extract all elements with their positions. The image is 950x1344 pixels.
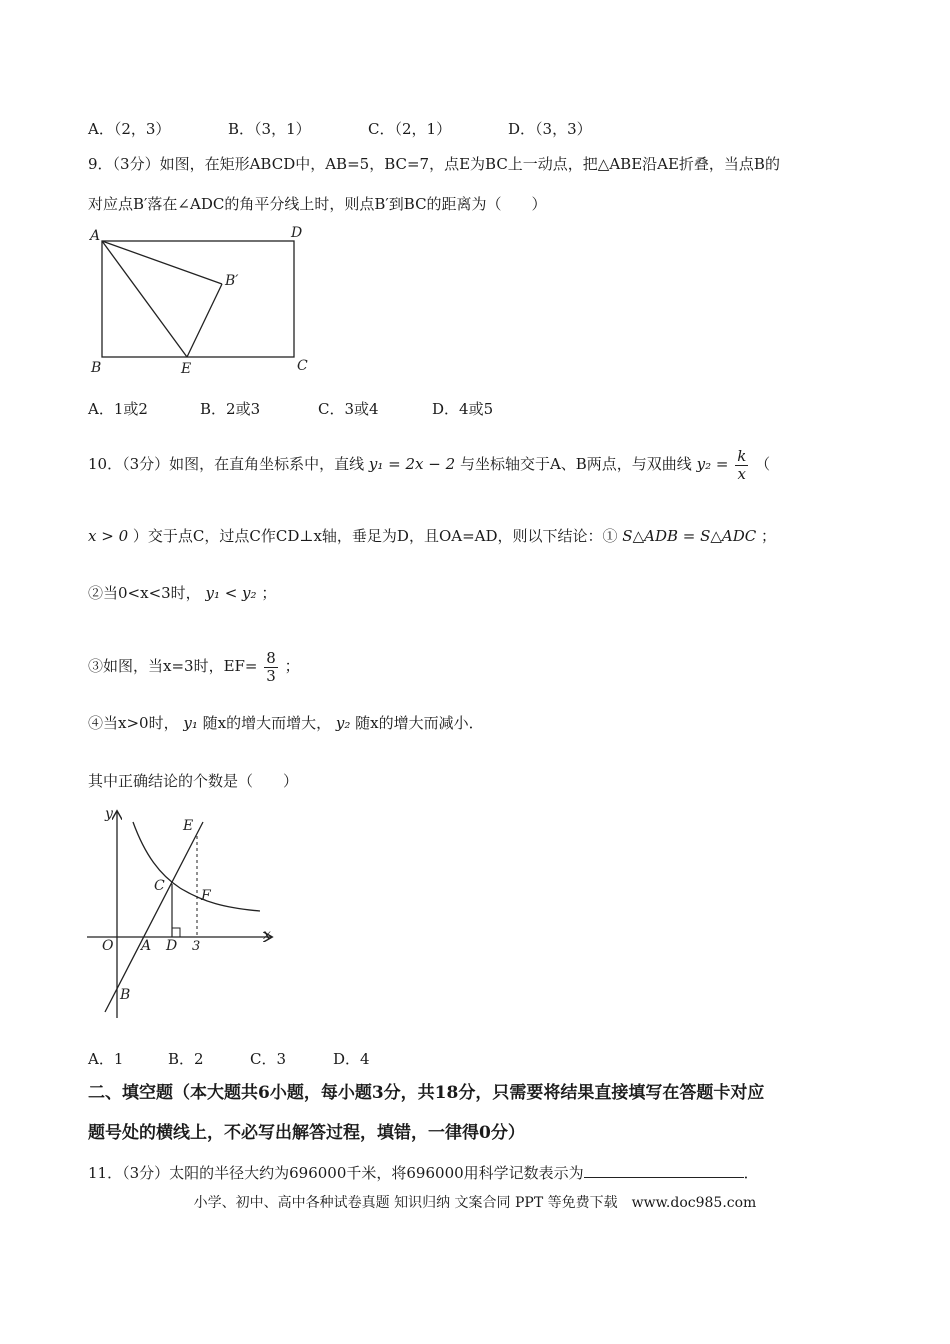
q10-c4-prefix: ④当x>0时， <box>88 714 179 732</box>
q10-label-o: O <box>102 938 114 954</box>
q9-label-bprime: B′ <box>225 273 239 289</box>
q10-label-d: D <box>166 938 178 954</box>
q11-text: 11．（3分）太阳的半径大约为696000千米，将696000用科学记数表示为 <box>88 1164 584 1182</box>
q9-line2: 对应点B′落在∠ADC的角平分线上时，则点B′到BC的距离为（ ） <box>88 195 547 213</box>
q10-line1-prefix: 10．（3分）如图，在直角坐标系中，直线 <box>88 455 365 473</box>
q9-line1: 9．（3分）如图，在矩形ABCD中，AB=5，BC=7，点E为BC上一动点，把△ABE沿AE折叠，当点B的 <box>88 155 780 173</box>
q10-line1 <box>88 448 770 482</box>
q10-line2-text: ）交于点C，过点C作CD⊥x轴，垂足为D，且OA=AD，则以下结论：① <box>132 527 618 545</box>
q10-frac-numerator: k <box>737 447 747 465</box>
q9-label-a: A <box>90 228 101 244</box>
footer-watermark: 小学、初中、高中各种试卷真题 知识归纳 文案合同 PPT 等免费下载 www.doc985.com <box>193 1195 757 1211</box>
q11-end: ． <box>743 1164 759 1182</box>
q10-line2 <box>88 525 776 547</box>
section2-heading-line1: 二、填空题（本大题共6小题，每小题3分，共18分，只需要将结果直接填写在答题卡对应 <box>88 1083 765 1103</box>
q11-line <box>88 1162 759 1184</box>
q10-conclusion-3 <box>88 650 300 684</box>
q9-label-e: E <box>181 361 192 377</box>
q10-option-c: C．3 <box>250 1050 287 1068</box>
q8-option-a: A．（2，3） <box>88 120 171 138</box>
q10-line1-mid: 与坐标轴交于A、B两点，与双曲线 <box>459 455 692 473</box>
q9-label-b: B <box>91 360 102 376</box>
q10-option-d: D．4 <box>333 1050 370 1068</box>
q10-frac-denominator: x <box>737 464 746 483</box>
q10-c3-end: ； <box>284 657 300 675</box>
q11-answer-blank[interactable] <box>584 1163 744 1178</box>
section2-heading-line2: 题号处的横线上，不必写出解答过程，填错，一律得0分） <box>88 1123 525 1143</box>
q10-line2-end: ； <box>761 527 777 545</box>
q10-c3-denominator: 3 <box>266 666 276 685</box>
q10-c3-prefix: ③如图，当x=3时，EF= <box>88 657 258 675</box>
q10-line1-end: （ <box>755 455 771 473</box>
q10-line1-equation: y₁ = 2x − 2 <box>368 455 456 473</box>
q9-label-d: D <box>291 225 303 241</box>
q10-c4-y1: y₁ <box>183 714 198 732</box>
q10-c4-mid: 随x的增大而增大， <box>202 714 332 732</box>
q10-hyperbola-lhs: y₂ = <box>696 455 729 473</box>
q10-label-y: y <box>105 806 113 822</box>
q10-label-f: F <box>201 888 211 904</box>
q10-label-c: C <box>154 878 165 894</box>
q10-label-a: A <box>141 938 152 954</box>
q9-rectangle-figure <box>85 222 315 382</box>
q9-option-d: D．4或5 <box>432 400 494 418</box>
q9-option-c: C．3或4 <box>318 400 379 418</box>
q10-c3-fraction <box>264 650 278 684</box>
q10-label-3: 3 <box>192 939 201 954</box>
q9-label-c: C <box>297 358 308 374</box>
q8-option-c: C．（2，1） <box>368 120 452 138</box>
q10-c2-prefix: ②当0<x<3时， <box>88 584 201 602</box>
q10-c4-y2: y₂ <box>335 714 351 732</box>
q10-c3-numerator: 8 <box>266 649 276 667</box>
q10-label-x: x <box>263 927 271 943</box>
q9-option-b: B．2或3 <box>200 400 261 418</box>
q10-question: 其中正确结论的个数是（ ） <box>88 772 299 790</box>
q10-c4-end: 随x的增大而减小． <box>355 714 484 732</box>
q10-label-b: B <box>120 987 131 1003</box>
q10-option-b: B．2 <box>168 1050 204 1068</box>
q10-hyperbola-fraction <box>735 448 748 482</box>
q10-coordinate-figure <box>85 800 285 1025</box>
q10-c2-equation: y₁ < y₂ <box>205 584 257 602</box>
q10-conclusion-4 <box>88 712 484 734</box>
q8-option-d: D．（3，3） <box>508 120 592 138</box>
q8-option-b: B．（3，1） <box>228 120 311 138</box>
q9-option-a: A．1或2 <box>88 400 148 418</box>
q10-label-e: E <box>183 818 194 834</box>
q10-conclusion-2 <box>88 582 276 604</box>
q10-area-equation: S△ADB = S△ADC <box>622 527 757 545</box>
q10-option-a: A．1 <box>88 1050 124 1068</box>
q10-condition: x > 0 <box>88 527 129 545</box>
q10-c2-end: ； <box>261 584 277 602</box>
